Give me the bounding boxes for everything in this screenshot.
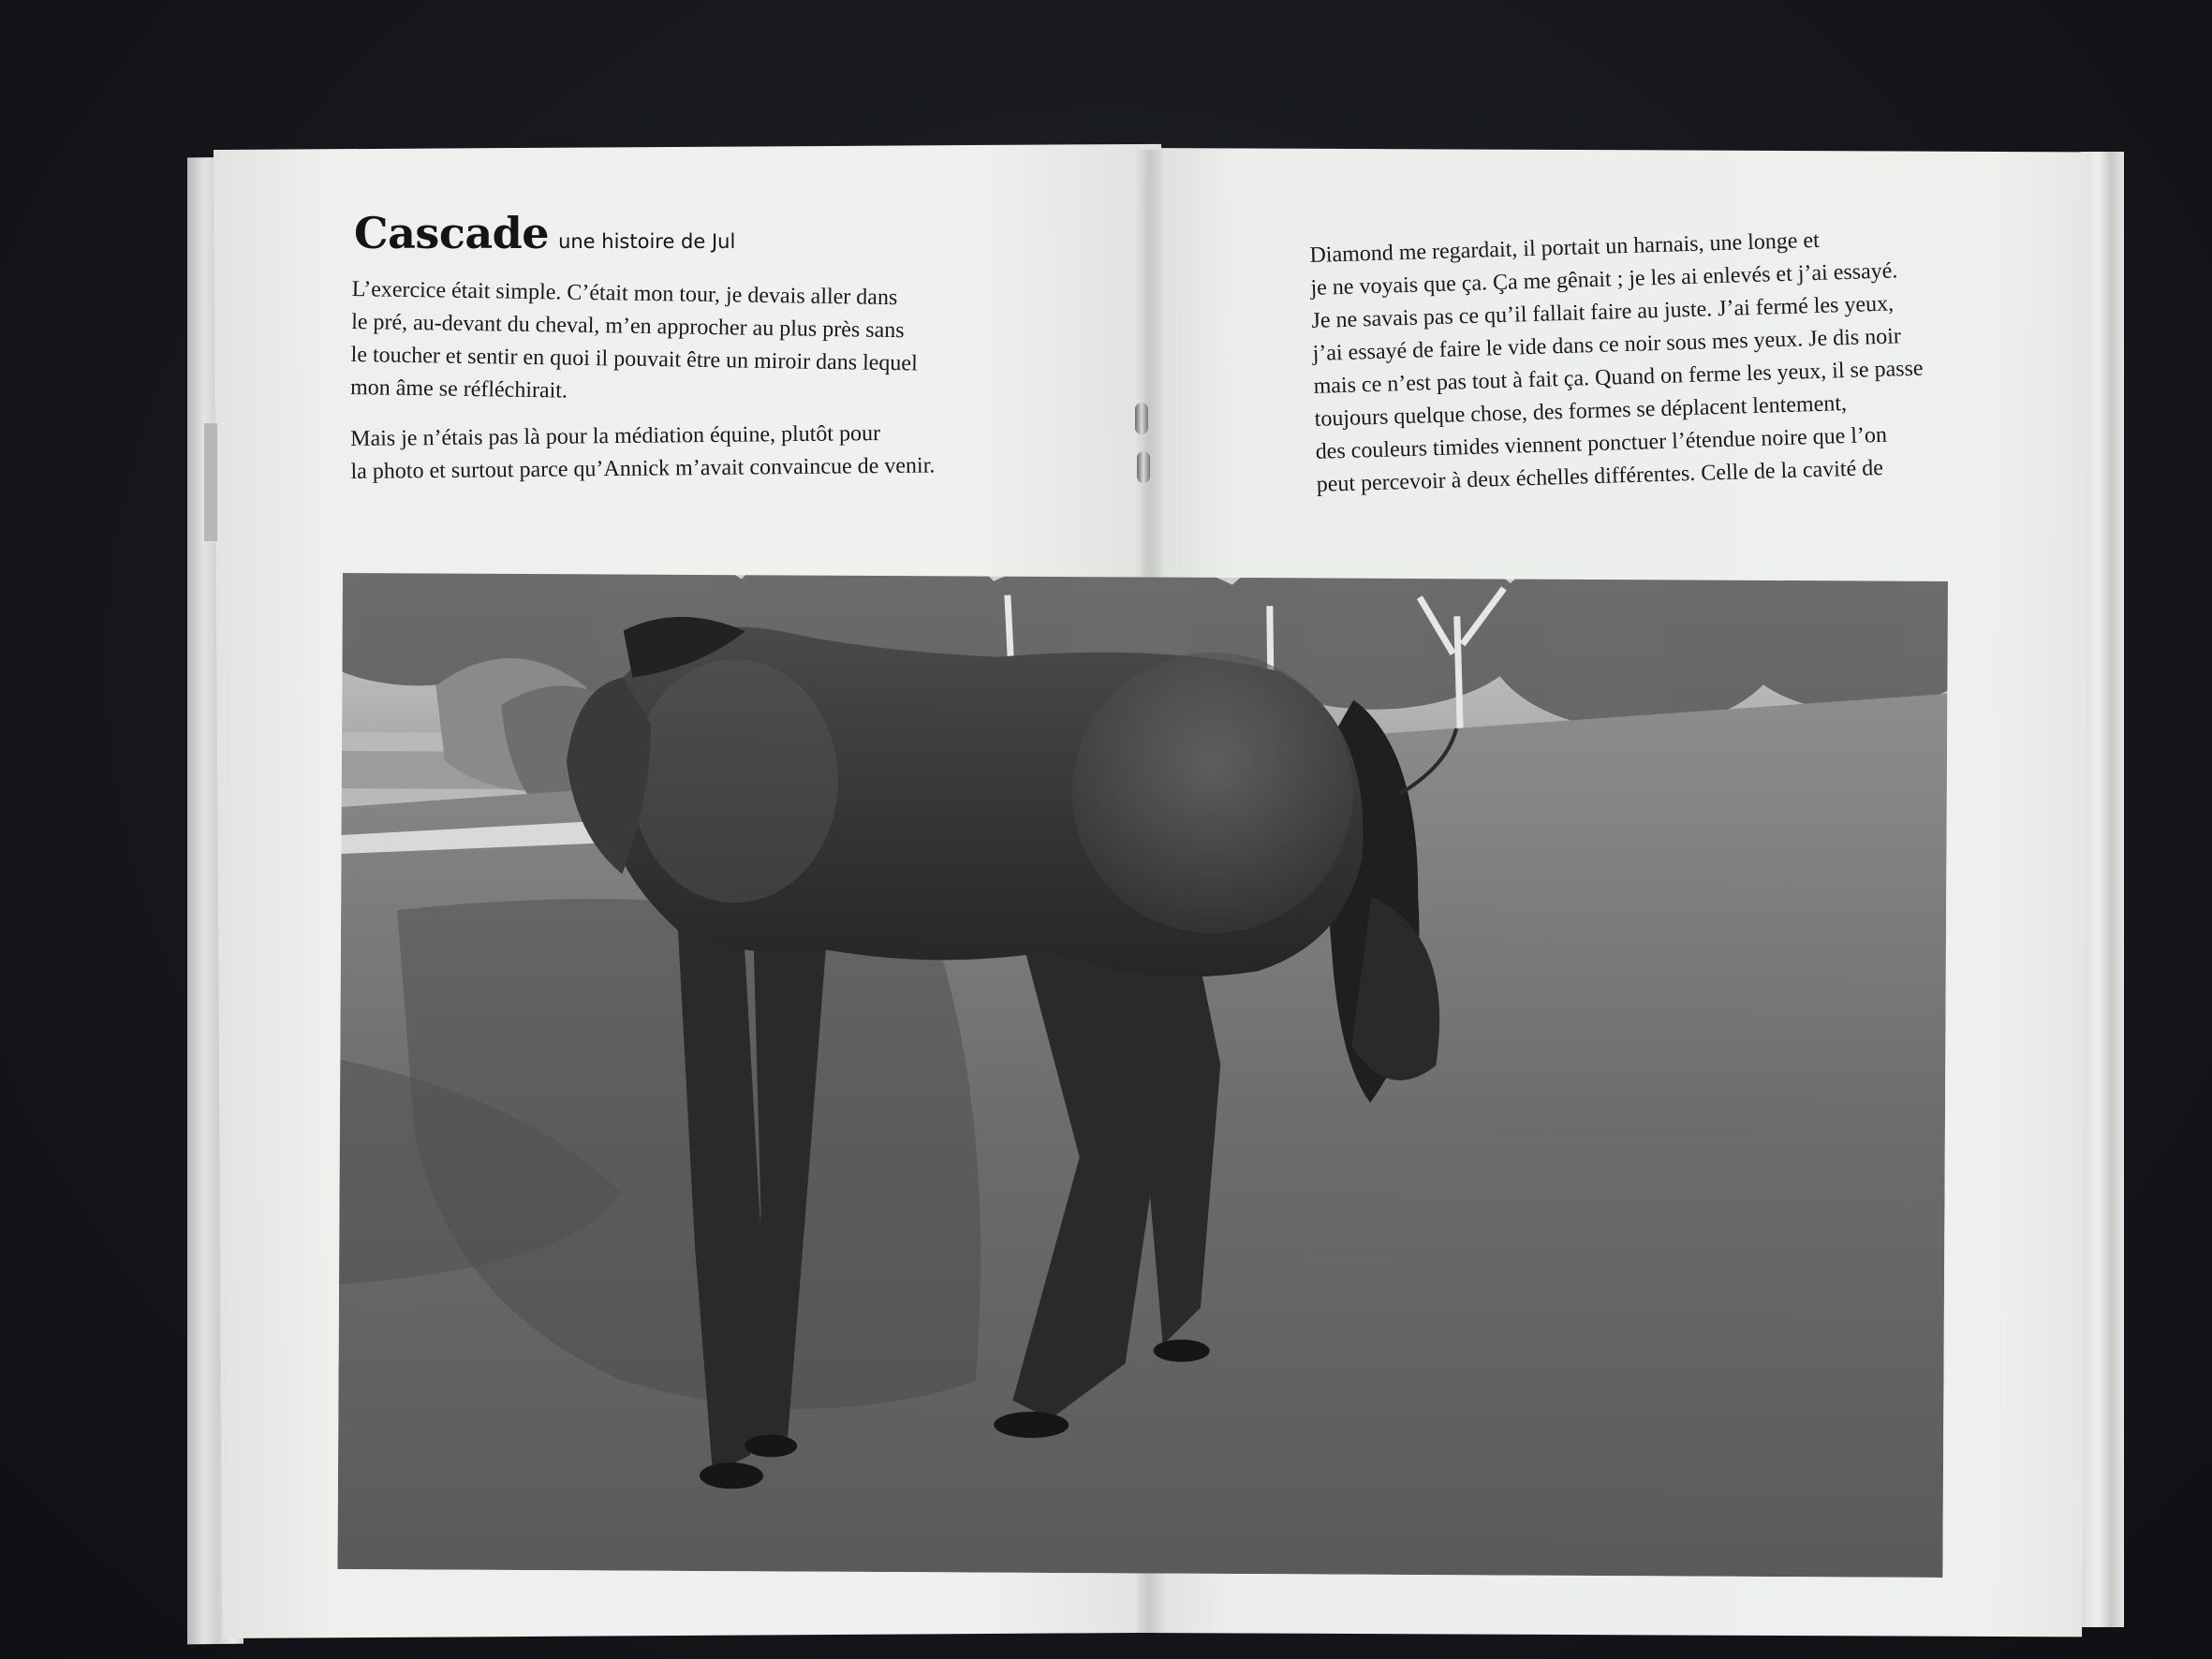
text-line: je ne voyais que ça. Ça me gênait ; je les ai enlevés et j’ai essayé. <box>1310 258 1898 301</box>
text-line: Diamond me regardait, il portait un harnais, une longe et <box>1309 228 1821 268</box>
horse-photo <box>337 573 1948 1578</box>
text-line: Je ne savais pas ce qu’il fallait faire au juste. J’ai fermé les yeux, <box>1311 291 1895 333</box>
right-paragraph <box>1309 222 1926 502</box>
story-subtitle: une histoire de Jul <box>558 230 736 253</box>
story-title: Cascade <box>354 208 550 258</box>
text-line: peut percevoir à deux échelles différentes. Celle de la cavité de <box>1316 455 1884 497</box>
text-line: le toucher et sentir en quoi il pouvait être un miroir dans lequel <box>350 342 918 376</box>
text-line: des couleurs timides viennent ponctuer l’étendue noire que l’on <box>1315 422 1888 464</box>
text-line: la photo et surtout parce qu’Annick m’avait convaincue de venir. <box>350 453 936 484</box>
text-line: L’exercice était simple. C’était mon tour, je devais aller dans <box>351 276 898 311</box>
text-line: Mais je n’étais pas là pour la médiation équine, plutôt pour <box>350 421 881 451</box>
text-line: j’ai essayé de faire le vide dans ce noir sous mes yeux. Je dis noir <box>1312 324 1902 366</box>
story-heading <box>354 208 735 258</box>
left-paragraph-2 <box>350 417 935 489</box>
text-line: mon âme se réfléchirait. <box>349 374 568 404</box>
text-line: mais ce n’est pas tout à fait ça. Quand on ferme les yeux, il se passe <box>1313 356 1924 399</box>
text-line: toujours quelque chose, des formes se déplacent lentement, <box>1314 391 1848 432</box>
text-line: le pré, au-devant du cheval, m’en approcher au plus près sans <box>350 309 905 344</box>
page-edge-mark <box>204 423 217 541</box>
staple-top-lower <box>1137 451 1150 483</box>
staple-top-upper <box>1135 403 1148 434</box>
left-paragraph-1 <box>350 273 919 413</box>
